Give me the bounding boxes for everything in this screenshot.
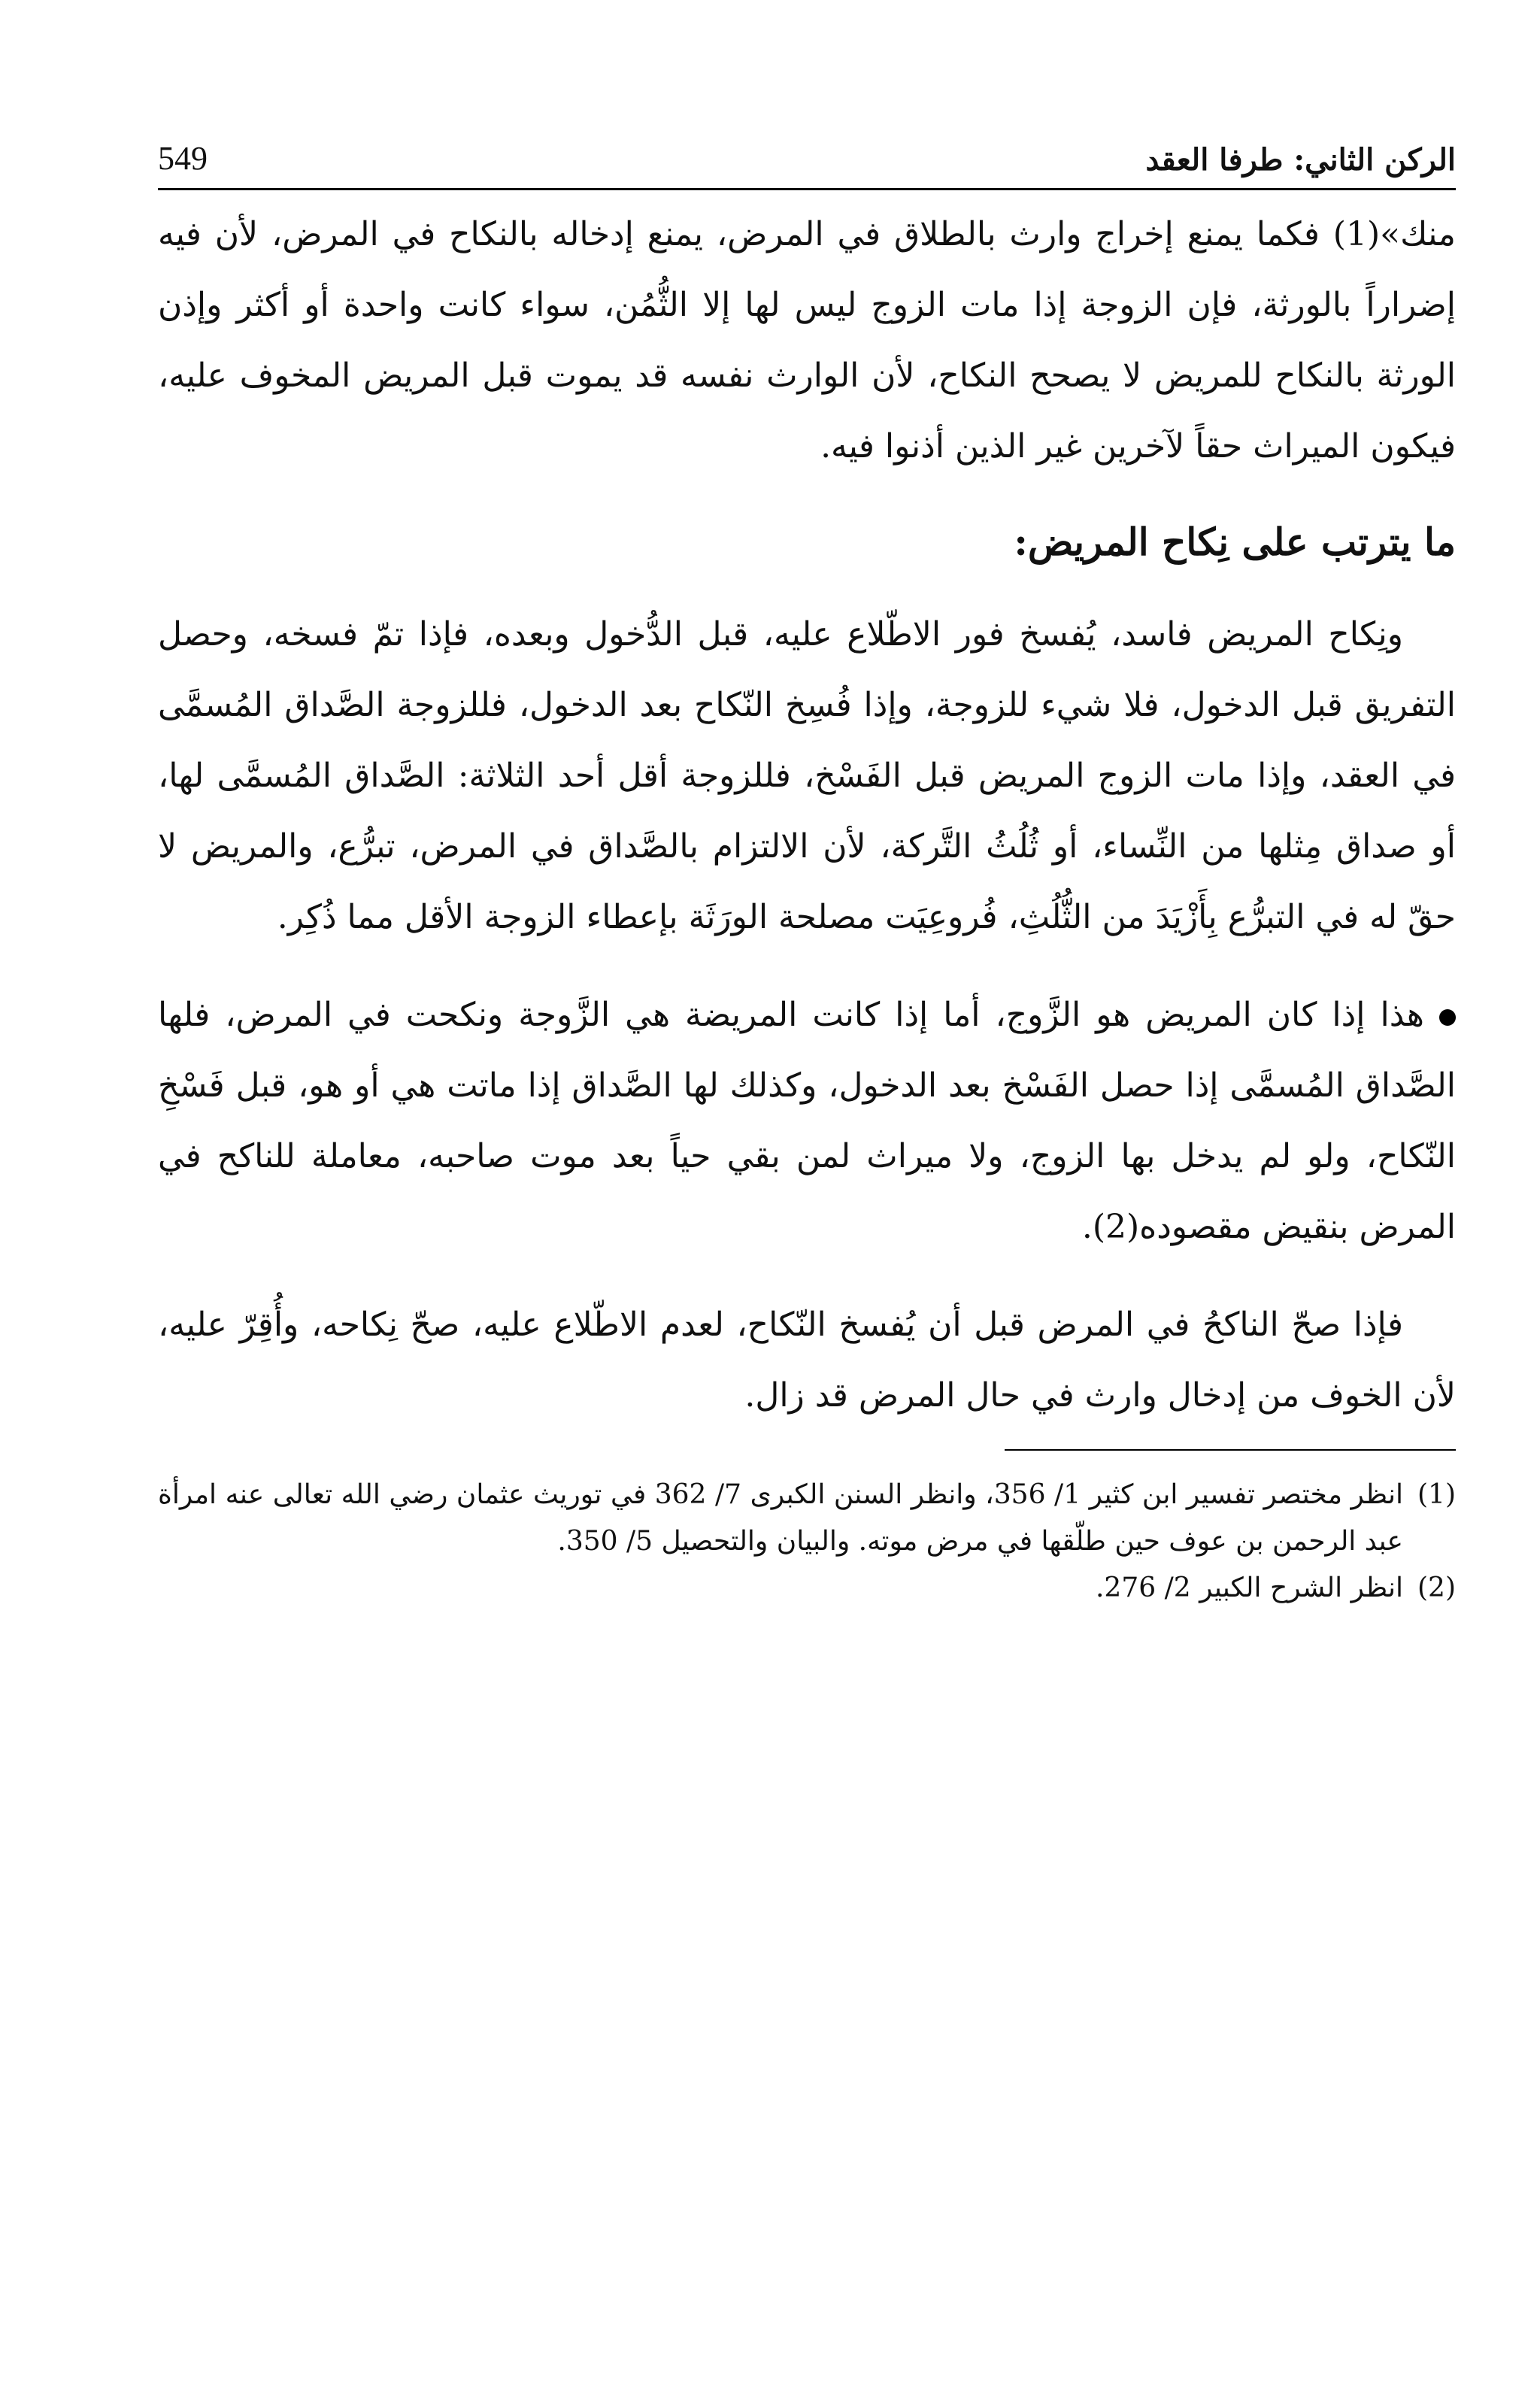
header-title: الركن الثاني: طرفا العقد	[1145, 142, 1456, 177]
paragraph-1: منك»(1) فكما يمنع إخراج وارث بالطلاق في المرض، يمنع إدخاله بالنكاح في المرض، لأن فيه إضراراً بالورثة، فإن الزوجة إذا مات الزوج ليس لها إلا الثُّمُن، سواء كانت واحدة أو أكثر وإذن الورثة بالنكاح للمريض لا يصحح النكاح، لأن الوارث نفسه قد يموت قبل المريض المخوف عليه، فيكون الميراث حقاً لآخرين غير الذين أذنوا فيه.	[158, 215, 1456, 466]
paragraph-2: ونِكاح المريض فاسد، يُفسخ فور الاطّلاع عليه، قبل الدُّخول وبعده، فإذا تمّ فسخه، وحصل التفريق قبل الدخول، فلا شيء للزوجة، وإذا فُسِخ النّكاح بعد الدخول، فللزوجة الصَّداق المُسمَّى في العقد، وإذا مات الزوج المريض قبل الفَسْخ، فللزوجة أقل أحد الثلاثة: الصَّداق المُسمَّى لها، أو صداق مِثلها من النِّساء، أو ثُلُثُ التَّركة، لأن الالتزام بالصَّداق في المرض، تبرُّع، والمريض لا حقّ له في التبرُّع بِأَزْيَدَ من الثُّلُثِ، فُروعِيَت مصلحة الورَثَة بإعطاء الزوجة الأقل مما ذُكِر.	[158, 615, 1457, 936]
footnote-2-number: (2)	[1417, 1573, 1456, 1603]
header-rule	[158, 188, 1456, 190]
bullet-icon	[1439, 1009, 1456, 1026]
paragraph-4: فإذا صحّ الناكحُ في المرض قبل أن يُفسخ النّكاح، لعدم الاطّلاع عليه، صحّ نِكاحه، وأُقِرّ عليه، لأن الخوف من إدخال وارث في حال المرض قد زال.	[158, 1306, 1456, 1415]
footnote-1-text: انظر مختصر تفسير ابن كثير 1/ 356، وانظر السنن الكبرى 7/ 362 في توريث عثمان رضي الله تعالى عنه امرأة عبد الرحمن بن عوف حين طلّقها في مرض موته. والبيان والتحصيل 5/ 350.	[158, 1479, 1403, 1557]
section-heading: ما يترتب على نِكاح المريض:	[1014, 520, 1456, 564]
footnote-separator	[1005, 1449, 1456, 1451]
paragraph-3	[158, 980, 1456, 1263]
paragraph-3-text: هذا إذا كان المريض هو الزَّوج، أما إذا كانت المريضة هي الزَّوجة ونكحت في المرض، فلها الصَّداق المُسمَّى إذا حصل الفَسْخ بعد الدخول، وكذلك لها الصَّداق إذا ماتت هي أو هو، قبل فَسْخِ النّكاح، ولو لم يدخل بها الزوج، ولا ميراث لمن بقي حياً بعد موت صاحبه، معاملة للناكح في المرض بنقيض مقصوده(2).	[158, 996, 1456, 1246]
book-page	[158, 120, 1456, 1612]
running-header	[158, 120, 1456, 177]
footnote-1-number: (1)	[1417, 1479, 1456, 1510]
footnote-2	[158, 1565, 1456, 1612]
footnote-2-text: انظر الشرح الكبير 2/ 276.	[1095, 1573, 1403, 1603]
page-number: 549	[158, 140, 208, 177]
footnote-1	[158, 1472, 1456, 1565]
